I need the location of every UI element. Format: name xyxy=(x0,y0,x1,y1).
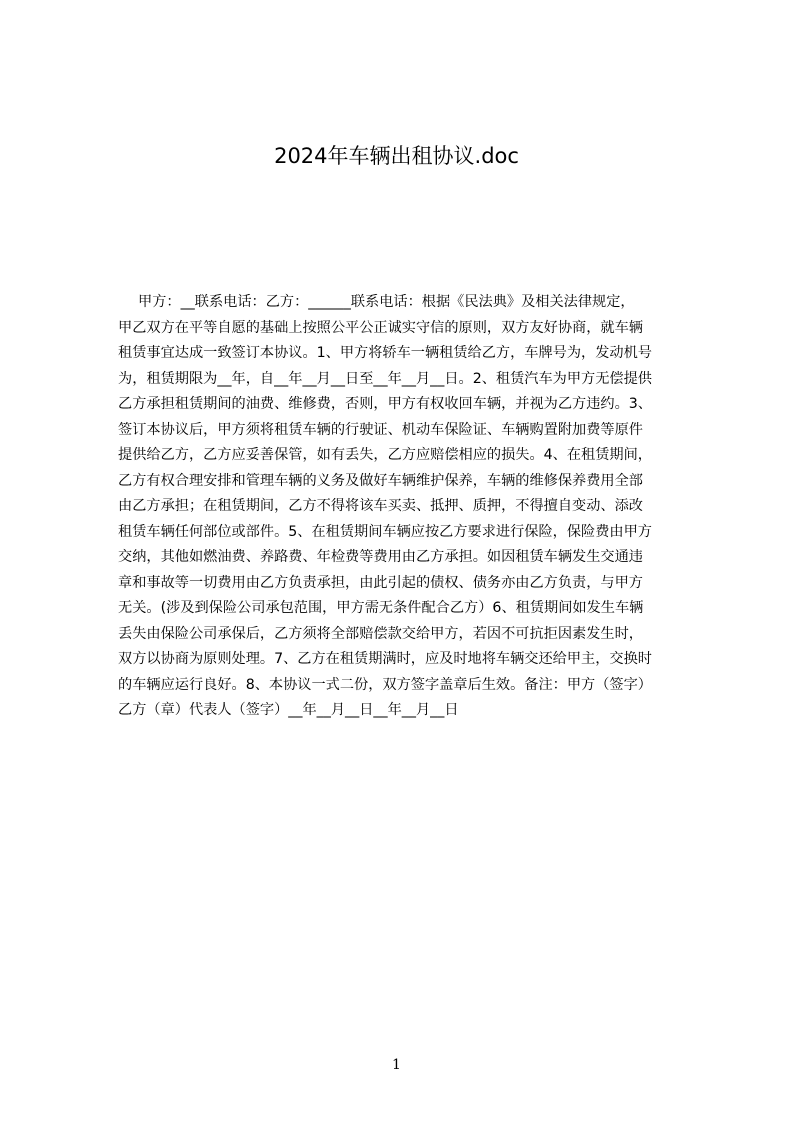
body-line: 乙方承担租赁期间的油费、维修费，否则，甲方有权收回车辆，并视为乙方违约。3、 xyxy=(118,396,652,412)
body-line: 双方以协商为原则处理。7、乙方在租赁期满时，应及时地将车辆交还给甲主，交换时 xyxy=(118,651,652,667)
body-line: 乙方有权合理安排和管理车辆的义务及做好车辆维护保养，车辆的维修保养费用全部 xyxy=(118,472,643,489)
body-line: 提供给乙方，乙方应妥善保管，如有丢失，乙方应赔偿相应的损失。4、在租赁期间， xyxy=(118,447,652,463)
body-line: 章和事故等一切费用由乙方负责承担，由此引起的债权、债务亦由乙方负责，与甲方 xyxy=(118,574,643,591)
body-line: 租赁车辆任何部位或部件。5、在租赁期间车辆应按乙方要求进行保险，保险费由甲方 xyxy=(118,523,652,540)
document-body xyxy=(118,290,698,750)
body-line: 的车辆应运行良好。8、本协议一式二份，双方签字盖章后生效。备注：甲方（签字） xyxy=(118,676,652,693)
body-line: 交纳，其他如燃油费、养路费、年检费等费用由乙方承担。如因租赁车辆发生交通违 xyxy=(118,549,643,565)
body-line: 甲乙双方在平等自愿的基础上按照公平公正诚实守信的原则，双方友好协商，就车辆 xyxy=(118,319,643,336)
body-line: 签订本协议后，甲方须将租赁车辆的行驶证、机动车保险证、车辆购置附加费等原件 xyxy=(118,421,643,438)
body-line: 乙方（章）代表人（签字）__年__月__日__年__月__日 xyxy=(118,702,459,718)
body-line: 无关。(涉及到保险公司承包范围，甲方需无条件配合乙方）6、租赁期间如发生车辆 xyxy=(118,600,644,616)
page-number: 1 xyxy=(392,1057,401,1073)
document-title: 2024年车辆出租协议.doc xyxy=(274,144,519,168)
body-line: 租赁事宜达成一致签订本协议。1、甲方将轿车一辆租赁给乙方，车牌号为，发动机号 xyxy=(118,345,652,361)
body-line: 甲方：__联系电话：乙方：______联系电话：根据《民法典》及相关法律规定， xyxy=(138,294,635,310)
body-line: 为，租赁期限为__年，自__年__月__日至__年__月__日。2、租赁汽车为甲方无偿提供 xyxy=(118,370,652,387)
body-line: 由乙方承担；在租赁期间，乙方不得将该车买卖、抵押、质押，不得擅自变动、添改 xyxy=(118,498,643,514)
body-line: 丢失由保险公司承保后，乙方须将全部赔偿款交给甲方，若因不可抗拒因素发生时， xyxy=(118,625,643,642)
